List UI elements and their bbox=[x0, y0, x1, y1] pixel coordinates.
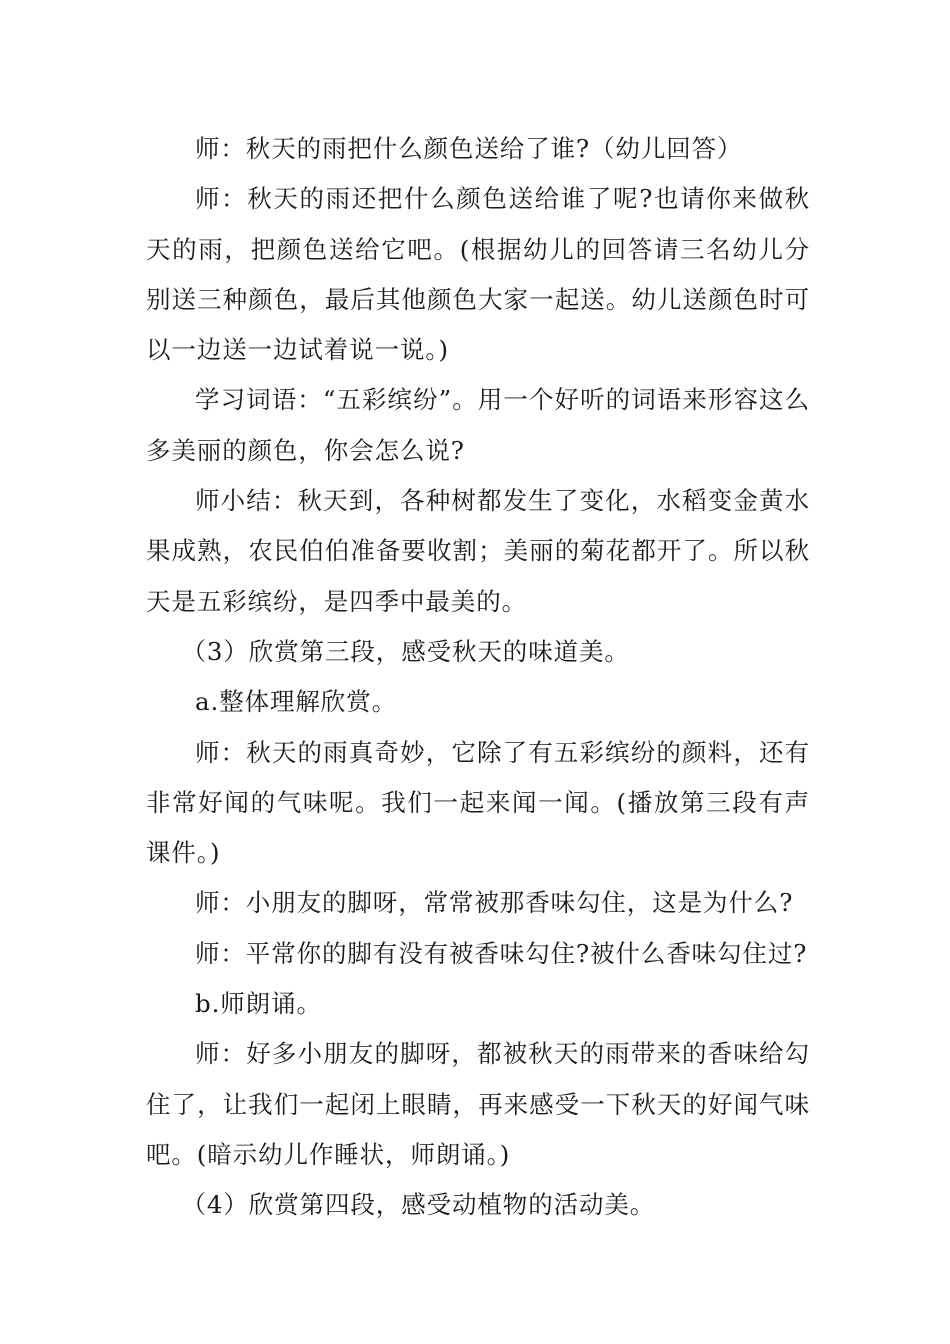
paragraph-teacher-feet: 师：小朋友的脚呀，常常被那香味勾住，这是为什么? bbox=[195, 888, 794, 918]
subsection-b: b.师朗诵。 bbox=[195, 989, 322, 1019]
section-heading-3: （3）欣赏第三段，感受秋天的味道美。 bbox=[181, 636, 630, 666]
paragraph-teacher-question-1: 师：秋天的雨把什么颜色送给了谁?（幼儿回答） bbox=[195, 134, 743, 163]
paragraph-vocabulary: 学习词语：“五彩缤纷”。用一个好听的词语来形容这么多美丽的颜色，你会怎么说? bbox=[146, 385, 810, 465]
paragraph-teacher-recite: 师：好多小朋友的脚呀，都被秋天的雨带来的香味给勾住了，让我们一起闭上眼睛，再来感受一下秋天的好闻气味吧。(暗示幼儿作睡状，师朗诵。) bbox=[146, 1039, 810, 1169]
document-body bbox=[146, 124, 810, 1231]
paragraph-teacher-question-2: 师：秋天的雨还把什么颜色送给谁了呢?也请你来做秋天的雨，把颜色送给它吧。(根据幼儿的回答请三名幼儿分别送三种颜色，最后其他颜色大家一起送。幼儿送颜色时可以一边送一边试着说一说。) bbox=[146, 184, 810, 365]
subsection-a: a.整体理解欣赏。 bbox=[195, 687, 397, 717]
paragraph-teacher-feet-2: 师：平常你的脚有没有被香味勾住?被什么香味勾住过? bbox=[195, 938, 808, 968]
paragraph-teacher-rain-smell: 师：秋天的雨真奇妙，它除了有五彩缤纷的颜料，还有非常好闻的气味呢。我们一起来闻一闻。(播放第三段有声课件。) bbox=[146, 737, 810, 868]
section-heading-4: （4）欣赏第四段，感受动植物的活动美。 bbox=[181, 1190, 656, 1220]
paragraph-teacher-summary: 师小结：秋天到，各种树都发生了变化，水稻变金黄水果成熟，农民伯伯准备要收割；美丽的菊花都开了。所以秋天是五彩缤纷，是四季中最美的。 bbox=[146, 486, 810, 616]
